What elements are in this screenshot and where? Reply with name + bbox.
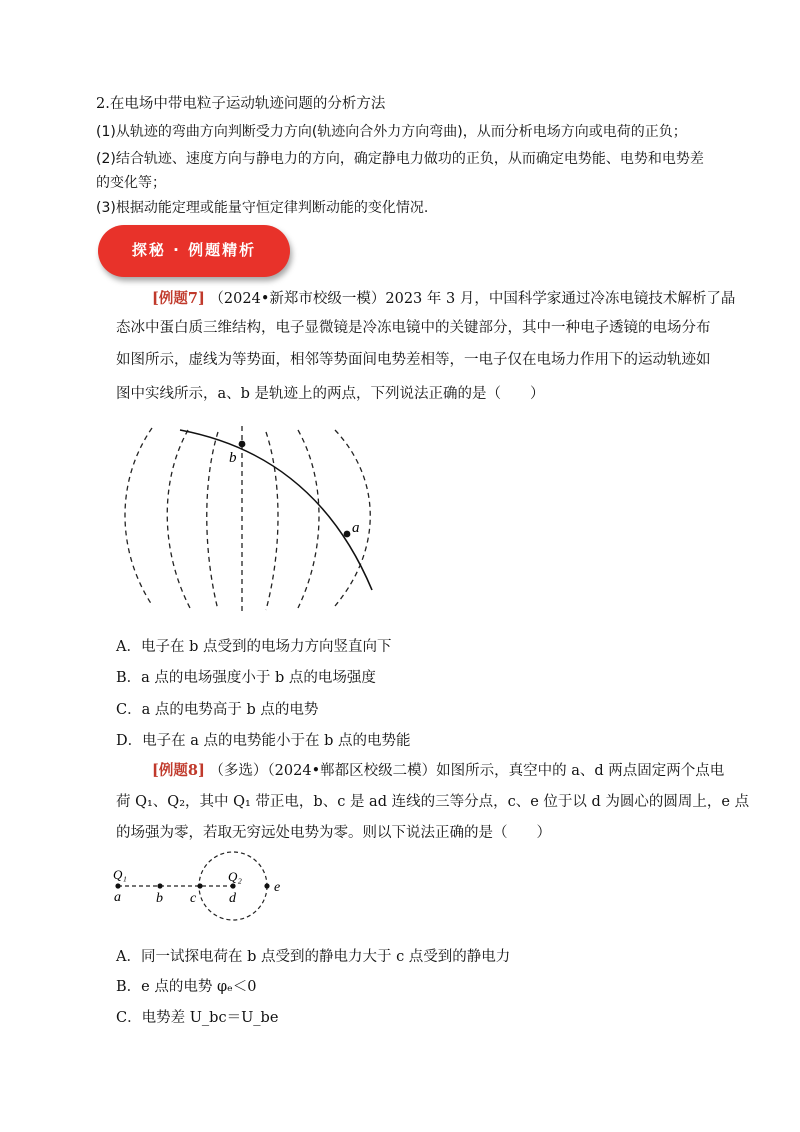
label-d: d (229, 891, 236, 906)
point-d-dot (230, 883, 235, 888)
example7-line-1: （2024•新郑市校级一模）2023 年 3 月，中国科学家通过冷冻电镜技术解析了晶 (209, 291, 736, 307)
q1-label: Q₁ (113, 867, 127, 882)
point-b-label: b (229, 450, 237, 466)
equipotential-line-5 (266, 432, 278, 610)
example8-first-line (152, 761, 724, 781)
example7-line-4: 图中实线所示，a、b 是轨迹上的两点，下列说法正确的是（ ） (116, 386, 545, 402)
point-b-dot (157, 883, 162, 888)
equipotential-line-2 (167, 430, 190, 608)
example-banner (98, 225, 290, 277)
electron-trajectory (180, 430, 372, 590)
example8-option-b[interactable]: B．e 点的电势 φₑ＜0 (116, 979, 257, 995)
example7-tag: [例题7] (152, 290, 205, 307)
equipotential-line-7 (335, 430, 370, 606)
example8-option-c[interactable]: C．电势差 U_bc＝U_be (116, 1010, 279, 1026)
example8-line-2: 荷 Q₁、Q₂，其中 Q₁ 带正电，b、c 是 ad 连线的三等分点，c、e 位于以 d 为圆心的圆周上，e 点 (116, 794, 750, 810)
label-a: a (114, 890, 121, 905)
example7-field-diagram (110, 420, 390, 620)
example7-option-d[interactable]: D．电子在 a 点的电势能小于在 b 点的电势能 (116, 733, 411, 749)
method-point-1: (1)从轨迹的弯曲方向判断受力方向(轨迹向合外力方向弯曲)，从而分析电场方向或电荷的正负； (96, 124, 687, 140)
example7-option-a[interactable]: A．电子在 b 点受到的电场力方向竖直向下 (116, 639, 392, 655)
label-c: c (190, 891, 197, 906)
point-e-dot (264, 883, 269, 888)
method-point-2: (2)结合轨迹、速度方向与静电力的方向，确定静电力做功的正负，从而确定电势能、电势和电势差 (96, 151, 704, 167)
banner-label: 探秘 · 例题精析 (131, 241, 257, 259)
example8-tag: [例题8] (152, 762, 205, 779)
point-a-label: a (352, 520, 360, 536)
example7-first-line (152, 289, 735, 309)
equipotential-line-1 (125, 428, 152, 605)
example8-line-3: 的场强为零，若取无穷远处电势为零。则以下说法正确的是（ ） (116, 825, 551, 841)
example7-option-c[interactable]: C．a 点的电势高于 b 点的电势 (116, 702, 319, 718)
label-e: e (274, 880, 281, 895)
q2-label: Q₂ (228, 869, 242, 884)
point-a-dot (115, 883, 120, 888)
method-point-3: (3)根据动能定理或能量守恒定律判断动能的变化情况. (96, 200, 429, 216)
point-a-dot (344, 531, 351, 538)
label-b: b (156, 891, 163, 906)
point-c-dot (197, 883, 202, 888)
method-point-2-cont: 的变化等； (96, 175, 166, 191)
example7-line-3: 如图所示，虚线为等势面，相邻等势面间电势差相等，一电子仅在电场力作用下的运动轨迹如 (116, 352, 711, 368)
example7-option-b[interactable]: B．a 点的电场强度小于 b 点的电场强度 (116, 670, 376, 686)
equipotential-line-6 (298, 430, 319, 608)
example8-charge-diagram (108, 848, 308, 930)
example8-option-a[interactable]: A．同一试探电荷在 b 点受到的静电力大于 c 点受到的静电力 (116, 949, 511, 965)
example8-line-1: （多选）（2024•郸都区校级二模）如图所示，真空中的 a、d 两点固定两个点电 (209, 763, 725, 779)
equipotential-line-3 (207, 432, 218, 610)
example7-line-2: 态冰中蛋白质三维结构，电子显微镜是冷冻电镜中的关键部分，其中一种电子透镜的电场分布 (116, 320, 711, 336)
point-b-dot (239, 441, 246, 448)
section-title: 2.在电场中带电粒子运动轨迹问题的分析方法 (96, 96, 386, 112)
